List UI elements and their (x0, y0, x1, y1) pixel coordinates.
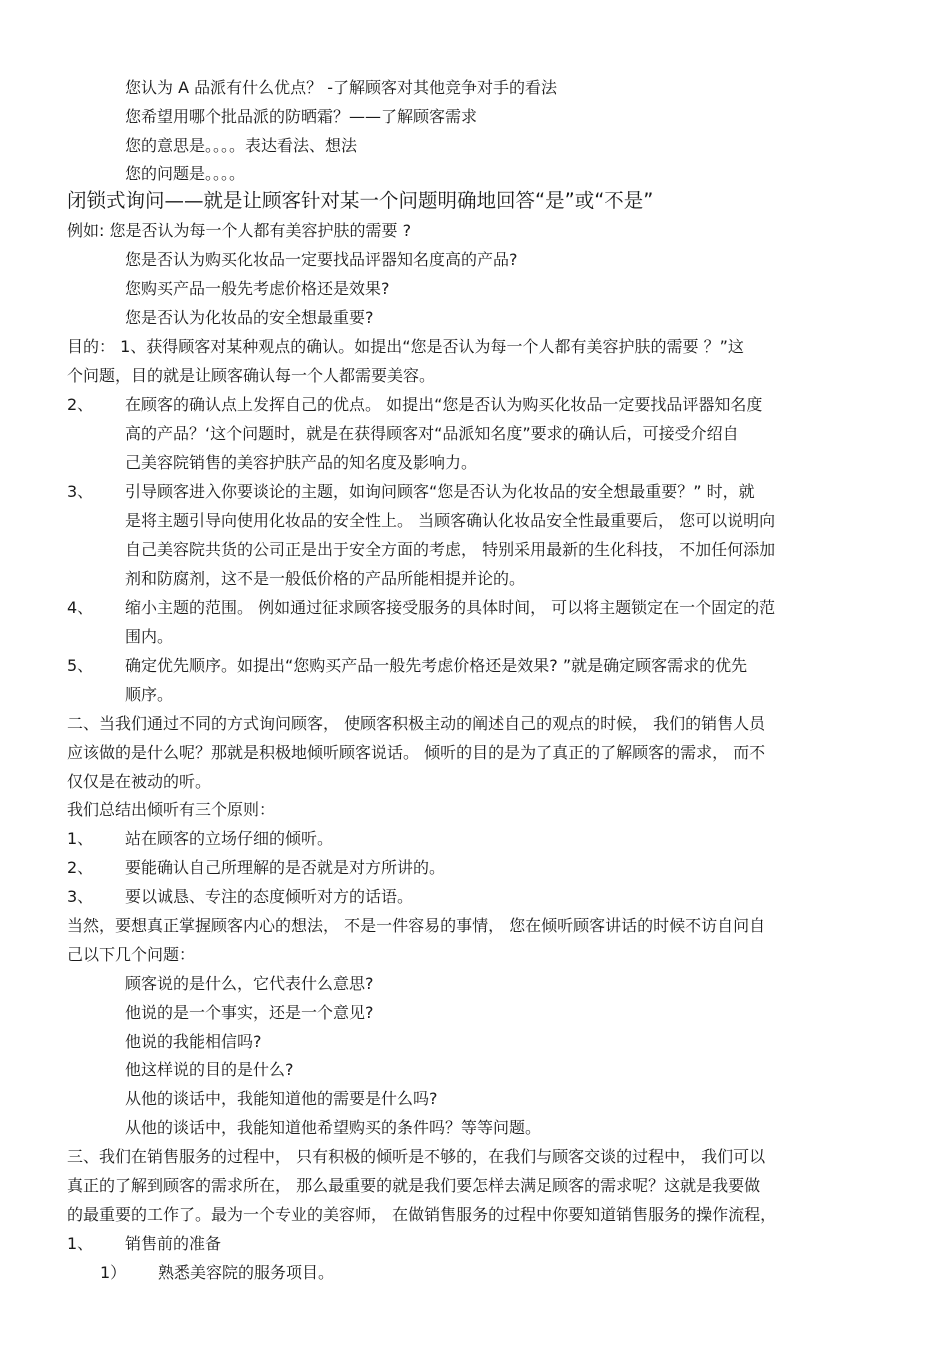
text-line: 二、当我们通过不同的方式询问顾客， 使顾客积极主动的阐述自己的观点的时候， 我们的销售人员 (67, 714, 766, 733)
text-line: 从他的谈话中，我能知道他希望购买的条件吗？等等问题。 (125, 1118, 542, 1137)
list-number: 1、 (67, 1234, 94, 1253)
text-line: 您的问题是。。。。 (125, 164, 246, 183)
text-line: 真正的了解到顾客的需求所在， 那么最重要的就是我们要怎样去满足顾客的需求呢？这就是我要做 (67, 1176, 761, 1195)
text-line: 您希望用哪个批品派的防晒霜？——了解顾客需求 (125, 107, 478, 126)
text-line: 熟悉美容院的服务项目。 (158, 1263, 335, 1282)
text-line: 他说的我能相信吗? (125, 1032, 262, 1051)
text-line: 要以诚恳、专注的态度倾听对方的话语。 (125, 887, 414, 906)
text-line: 顺序。 (125, 685, 174, 704)
text-line: 我们总结出倾听有三个原则： (67, 800, 276, 819)
text-line: 个问题，目的就是让顾客确认每一个人都需要美容。 (67, 366, 436, 385)
text-line: 仅仅是在被动的听。 (67, 772, 212, 791)
text-line: 剂和防腐剂，这不是一般低价格的产品所能相提并论的。 (125, 569, 526, 588)
text-line: 是将主题引导向使用化妆品的安全性上。 当顾客确认化妆品安全性最重要后， 您可以说明向 (125, 511, 776, 530)
list-number: 2、 (67, 858, 94, 877)
text-line: 高的产品？‘这个问题时，就是在获得顾客对“品派知名度”要求的确认后，可接受介绍自 (125, 424, 739, 443)
text-line: 要能确认自己所理解的是否就是对方所讲的。 (125, 858, 446, 877)
text-line: 当然，要想真正掌握顾客内心的想法， 不是一件容易的事情， 您在倾听顾客讲话的时候不访自问自 (67, 916, 766, 935)
text-line: 应该做的是什么呢？那就是积极地倾听顾客说话。 倾听的目的是为了真正的了解顾客的需求， 而不 (67, 743, 766, 762)
sub-list-number: 1） (100, 1263, 127, 1282)
list-number: 1、 (67, 829, 94, 848)
text-line: 您是否认为购买化妆品一定要找品评器知名度高的产品? (125, 250, 518, 269)
text-line: 他这样说的目的是什么? (125, 1060, 294, 1079)
text-line: 目的： 1、获得顾客对某种观点的确认。如提出“您是否认为每一个人都有美容护肤的需要 ？”这 (67, 337, 744, 356)
text-line: 您认为 A 品派有什么优点？ -了解顾客对其他竞争对手的看法 (125, 78, 557, 97)
text-line: 您购买产品一般先考虑价格还是效果? (125, 279, 390, 298)
text-line: 围内。 (125, 627, 174, 646)
text-line: 销售前的准备 (125, 1234, 222, 1253)
list-number: 4、 (67, 598, 94, 617)
section-heading: 闭锁式询问——就是让顾客针对某一个问题明确地回答“是”或“不是” (67, 189, 654, 212)
text-line: 引导顾客进入你要谈论的主题，如询问顾客“您是否认为化妆品的安全想最重要？” 时，就 (125, 482, 755, 501)
text-line: 他说的是一个事实，还是一个意见? (125, 1003, 374, 1022)
text-line: 己以下几个问题： (67, 945, 196, 964)
text-line: 站在顾客的立场仔细的倾听。 (125, 829, 334, 848)
list-number: 2、 (67, 395, 94, 414)
text-line: 您是否认为化妆品的安全想最重要? (125, 308, 374, 327)
text-line: 从他的谈话中，我能知道他的需要是什么吗? (125, 1089, 438, 1108)
text-line: 缩小主题的范围。 例如通过征求顾客接受服务的具体时间， 可以将主题锁定在一个固定的范 (125, 598, 776, 617)
text-line: 己美容院销售的美容护肤产品的知名度及影响力。 (125, 453, 478, 472)
text-line: 的最重要的工作了。最为一个专业的美容师， 在做销售服务的过程中你要知道销售服务的操作流程， (67, 1205, 777, 1224)
list-number: 3、 (67, 482, 94, 501)
text-line: 三、我们在销售服务的过程中， 只有积极的倾听是不够的，在我们与顾客交谈的过程中， 我们可以 (67, 1147, 766, 1166)
text-line: 确定优先顺序。如提出“您购买产品一般先考虑价格还是效果? ”就是确定顾客需求的优先 (125, 656, 748, 675)
text-line: 在顾客的确认点上发挥自己的优点。 如提出“您是否认为购买化妆品一定要找品评器知名度 (125, 395, 763, 414)
text-line: 自己美容院共货的公司正是出于安全方面的考虑， 特别采用最新的生化科技， 不加任何添加 (125, 540, 776, 559)
text-line: 例如: 您是否认为每一个人都有美容护肤的需要 ? (67, 221, 412, 240)
list-number: 3、 (67, 887, 94, 906)
text-line: 您的意思是。。。。表达看法、想法 (125, 136, 358, 155)
list-number: 5、 (67, 656, 94, 675)
text-line: 顾客说的是什么，它代表什么意思? (125, 974, 374, 993)
